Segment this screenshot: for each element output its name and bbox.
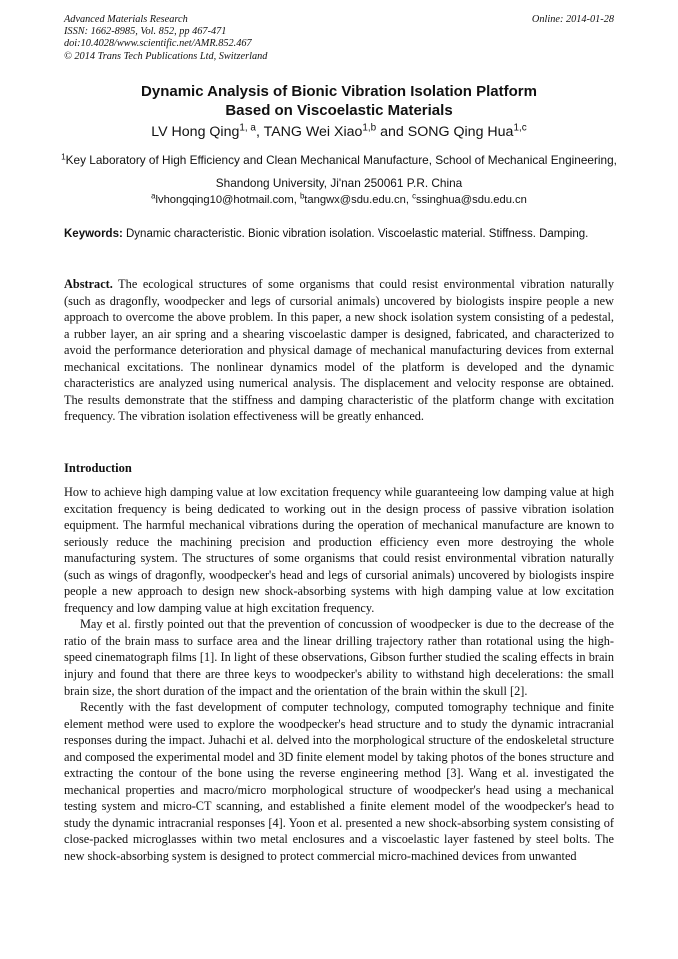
- author-sep-2: and: [376, 124, 408, 140]
- section-heading-introduction: Introduction: [64, 461, 132, 475]
- title-line-1: Dynamic Analysis of Bionic Vibration Isolation Platform: [141, 83, 537, 100]
- author-sep-1: ,: [255, 124, 264, 140]
- author-2-sup: 1,b: [362, 122, 377, 134]
- intro-paragraph-3: Recently with the fast development of computer technology, computed tomography technique and finite element method were used to explore the woodpecker's head structure and to study the dynamic intracranial responses during the impact. Juhachi et al. delved into the morphological structure of the endoskeletal structure and composed the experimental model and 3D finite element model by taking photos of the bones structure and extracting the contour of the bone using the reverse engineering method [3]. Wang et al. investigated the mechanical properties and macro/micro morphological structure of woodpecker's head using a mechanical testing system and micro-CT scanning, and established a finite element model of the woodpecker's head to study the dynamic intracranial responses [4]. Yoon et al. presented a new shock-absorbing system consisting of close-packed microglasses within two metal enclosures and a viscoelastic layer fastened by steel bolts. The new shock-absorbing system is designed to protect commercial micro-machined devices from unwanted: [64, 700, 614, 864]
- title-line-2: Based on Viscoelastic Materials: [225, 102, 453, 119]
- email-b-sup: b: [299, 191, 305, 201]
- intro-paragraph-2: May et al. firstly pointed out that the prevention of concussion of woodpecker is due to the decrease of the ratio of the brain mass to surface area and the linear drilling trajectory rather than rotational using the high-speed cinematograph films [1]. In light of these observations, Gibson further studied the scaling effects in brain injury and found that there are three keys to woodpecker's ability to withstand high decelerations: the small brain size, the short duration of the impact and the orientation of the brain within the skull [2].: [64, 617, 614, 698]
- author-2: TANG Wei Xiao: [263, 124, 363, 140]
- abstract: [64, 276, 614, 425]
- online-date: Online: 2014-01-28: [531, 14, 614, 25]
- email-c-sup: c: [412, 191, 416, 201]
- email-b[interactable]: tangwx@sdu.edu.cn,: [304, 194, 413, 206]
- keywords-label: Keywords:: [64, 228, 123, 240]
- affiliation: [40, 149, 638, 194]
- affiliation-text: Key Laboratory of High Efficiency and Clean Mechanical Manufacture, School of Mechanical Engineering, Shandong University, Ji'nan 250061 P.R. China: [65, 153, 617, 190]
- abstract-label: Abstract.: [64, 277, 113, 291]
- email-line: [40, 192, 638, 208]
- keywords: [64, 227, 614, 243]
- introduction-body: [64, 484, 614, 865]
- email-c[interactable]: ssinghua@sdu.edu.cn: [415, 194, 527, 206]
- issn-line: ISSN: 1662-8985, Vol. 852, pp 467-471: [64, 26, 227, 38]
- author-1-sup: 1, a: [239, 122, 256, 134]
- email-a-sup: a: [151, 191, 156, 201]
- author-3-sup: 1,c: [513, 122, 527, 134]
- journal-name: Advanced Materials Research: [64, 14, 188, 25]
- paper-title: [40, 82, 638, 120]
- affiliation-sup: 1: [61, 152, 66, 162]
- author-list: [40, 123, 638, 141]
- abstract-text: The ecological structures of some organisms that could resist environmental vibration naturally (such as dragonfly, woodpecker and legs of cursorial animals) uncovered by biologists inspire people a new approach to overcome the above problem. In this paper, a new shock isolation system consisting of a pedestal, a rubber layer, an air spring and a shearing viscoelastic damper is designed, fabricated, and characterized to avoid the performance deterioration and physical damage of mechanical manufacturing devices from external mechanical excitations. The nonlinear dynamics model of the platform is developed and the dynamic characteristics are analyzed using numerical analysis. The displacement and velocity response are obtained. The results demonstrate that the stiffness and damping characteristic of the platform change with excitation frequency. The vibration isolation effectiveness will be greatly enhanced.: [64, 277, 614, 423]
- author-1: LV Hong Qing: [151, 124, 240, 140]
- email-a[interactable]: lvhongqing10@hotmail.com,: [155, 194, 300, 206]
- intro-paragraph-1: How to achieve high damping value at low excitation frequency while guaranteeing low damping value at high excitation frequency is being dedicated to working out in the design process of passive vibration isolation equipment. The harmful mechanical vibrations during the operation of mechanical manufacture are known to seriously reduce the machining precision and production efficiency even more destroying the whole manufacturing system. The structures of some organisms that could resist environmental vibration naturally (such as wings of dragonfly, woodpecker's head and legs of cursorial animals) uncovered by biologists inspire people a new approach to design new shock-absorbing systems with high damping value at low excitation frequency and low damping value at high excitation frequency.: [64, 485, 614, 615]
- keywords-text: Dynamic characteristic. Bionic vibration isolation. Viscoelastic material. Stiffness. Damping.: [122, 228, 589, 240]
- doi-line: doi:10.4028/www.scientific.net/AMR.852.467: [64, 38, 252, 50]
- page-header: [64, 14, 614, 63]
- author-3: SONG Qing Hua: [407, 124, 514, 140]
- copyright-line: © 2014 Trans Tech Publications Ltd, Switzerland: [64, 50, 268, 62]
